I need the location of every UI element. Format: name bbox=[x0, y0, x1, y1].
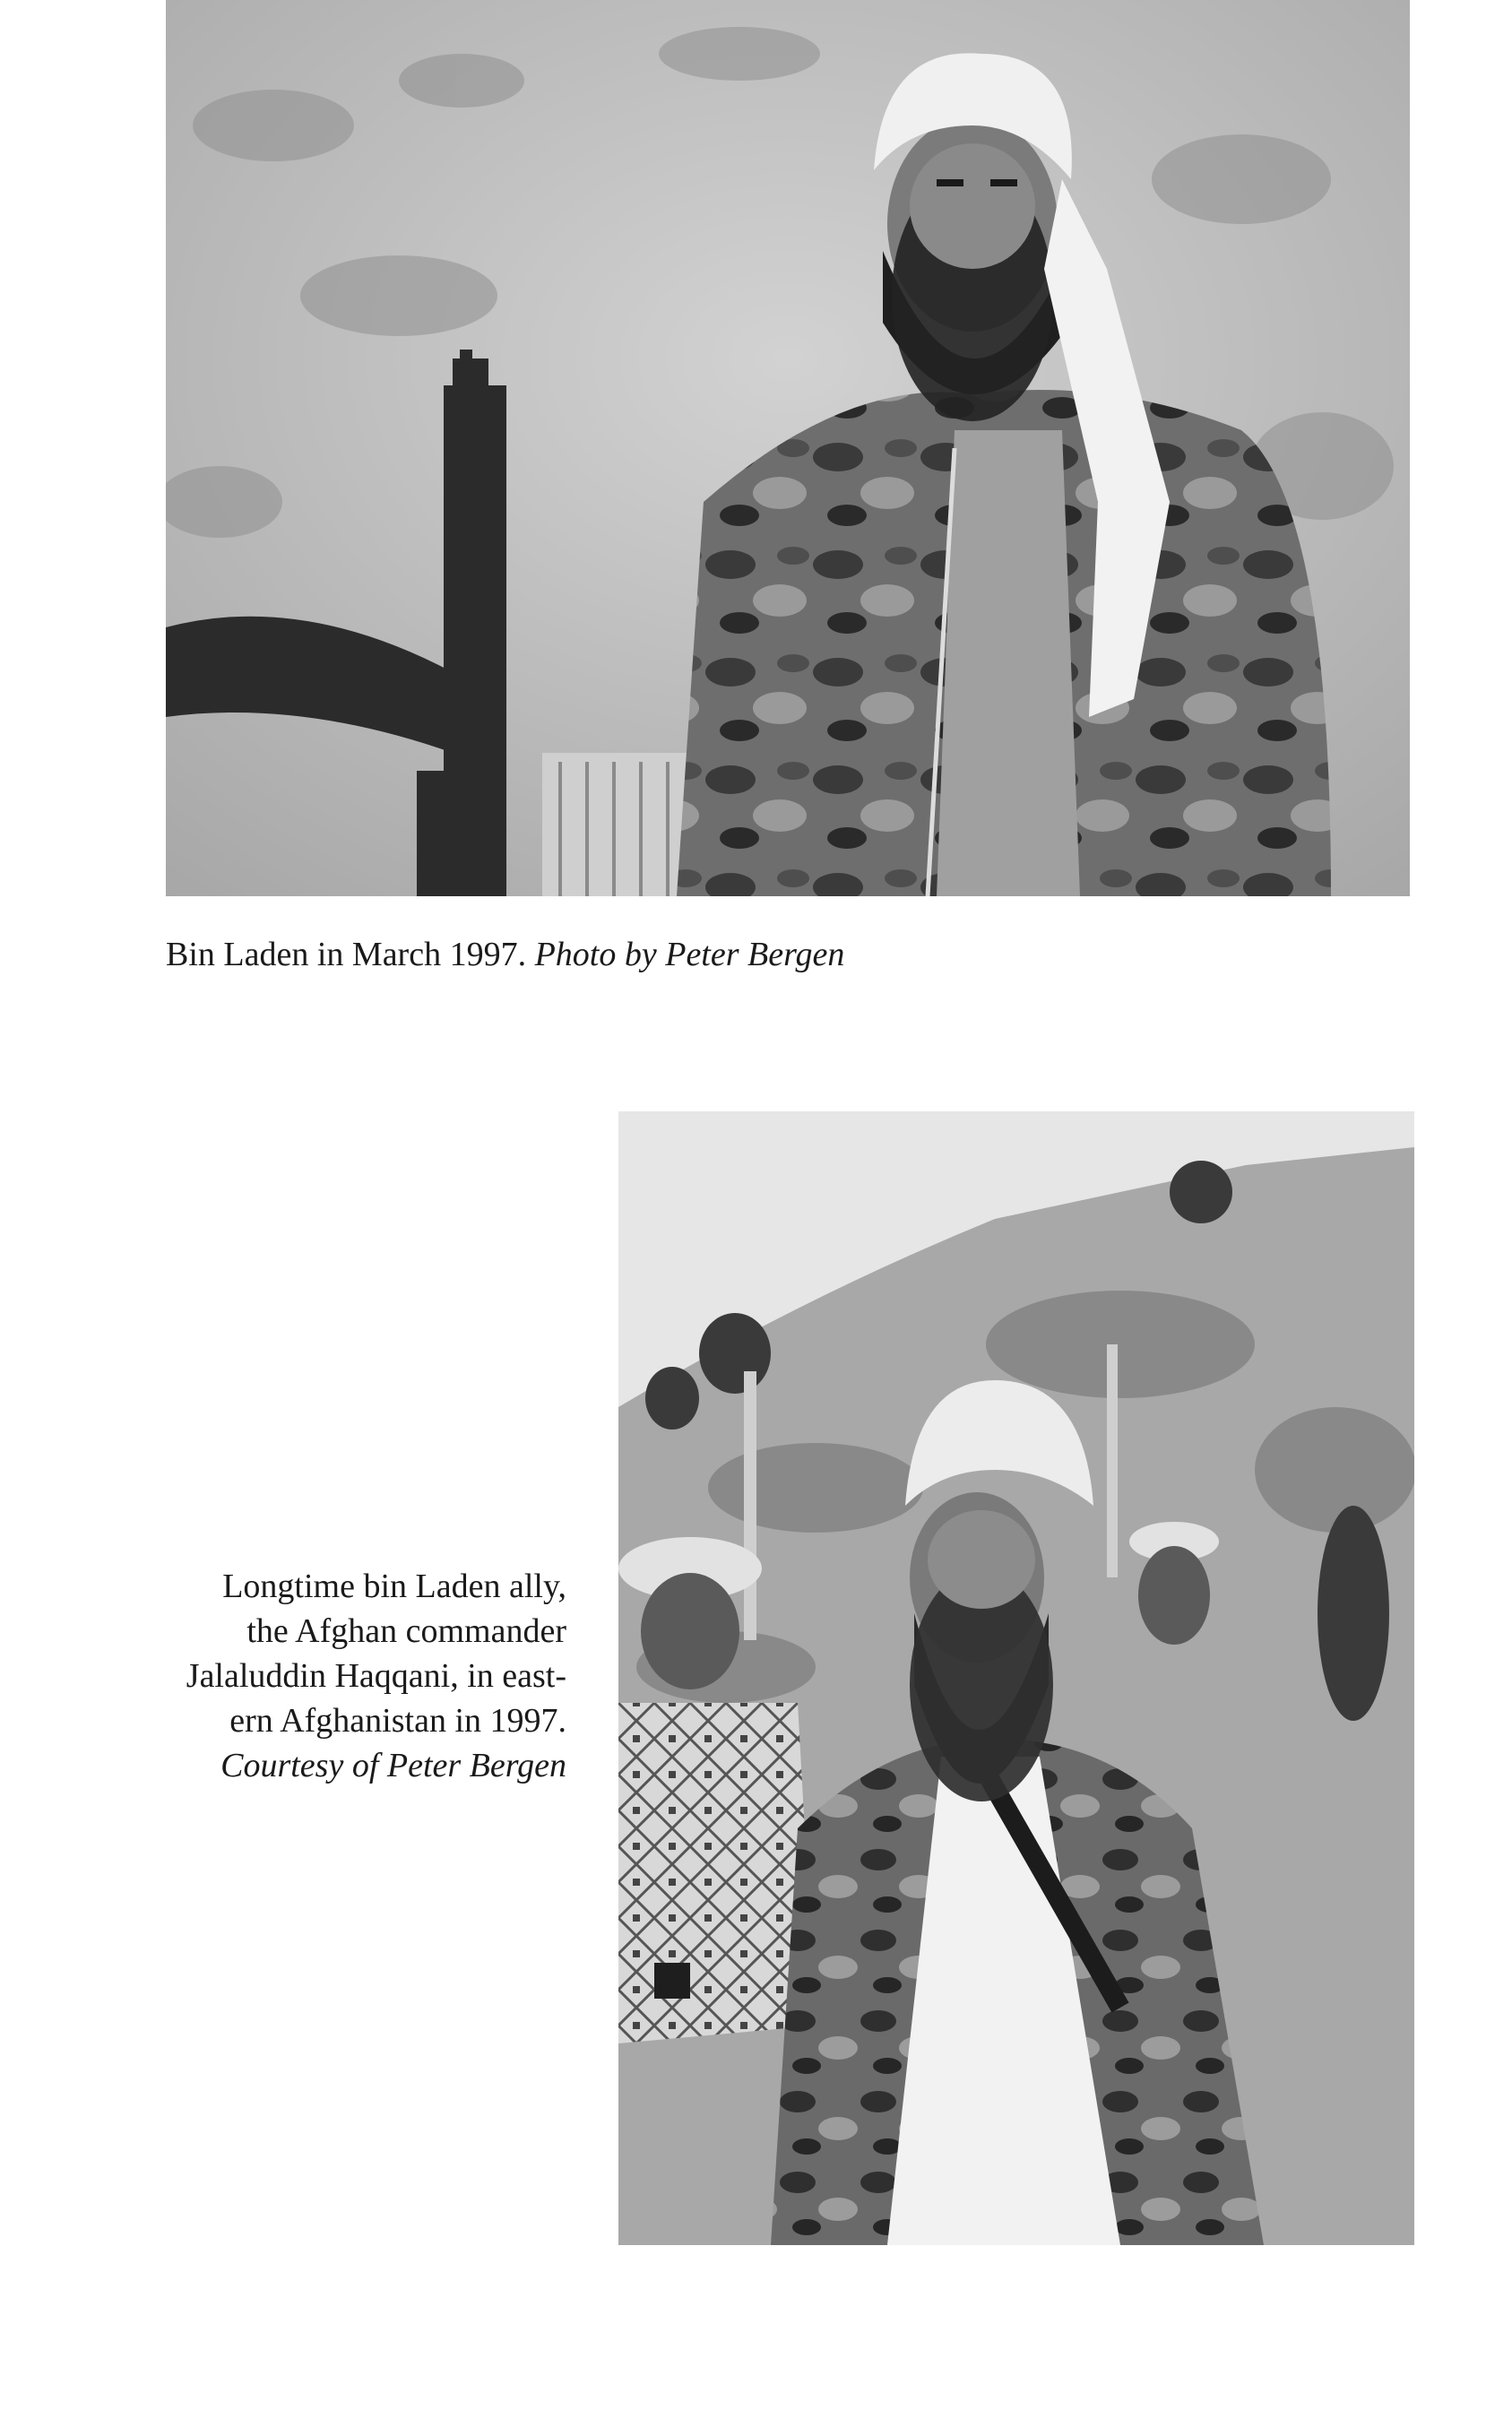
photo-bin-laden-portrait bbox=[166, 0, 1410, 896]
photo-2-caption-line-1: Longtime bin Laden ally, bbox=[222, 1568, 566, 1605]
photo-2-caption-line-3: Jalaluddin Haqqani, in east- bbox=[186, 1657, 566, 1695]
photo-haqqani bbox=[618, 1111, 1414, 2245]
photo-1-caption-text: Bin Laden in March 1997. bbox=[166, 936, 527, 973]
photo-bin-laden-image bbox=[166, 0, 1410, 896]
photo-2-caption-line-4: ern Afghanistan in 1997. bbox=[229, 1702, 566, 1740]
photo-haqqani-image bbox=[618, 1111, 1414, 2245]
photo-1-credit: Photo by Peter Bergen bbox=[534, 936, 845, 973]
photo-1-caption bbox=[166, 932, 844, 977]
photo-2-credit: Courtesy of Peter Bergen bbox=[220, 1747, 566, 1784]
photo-2-caption bbox=[100, 1564, 566, 1788]
photo-2-caption-line-2: the Afghan commander bbox=[246, 1612, 566, 1650]
